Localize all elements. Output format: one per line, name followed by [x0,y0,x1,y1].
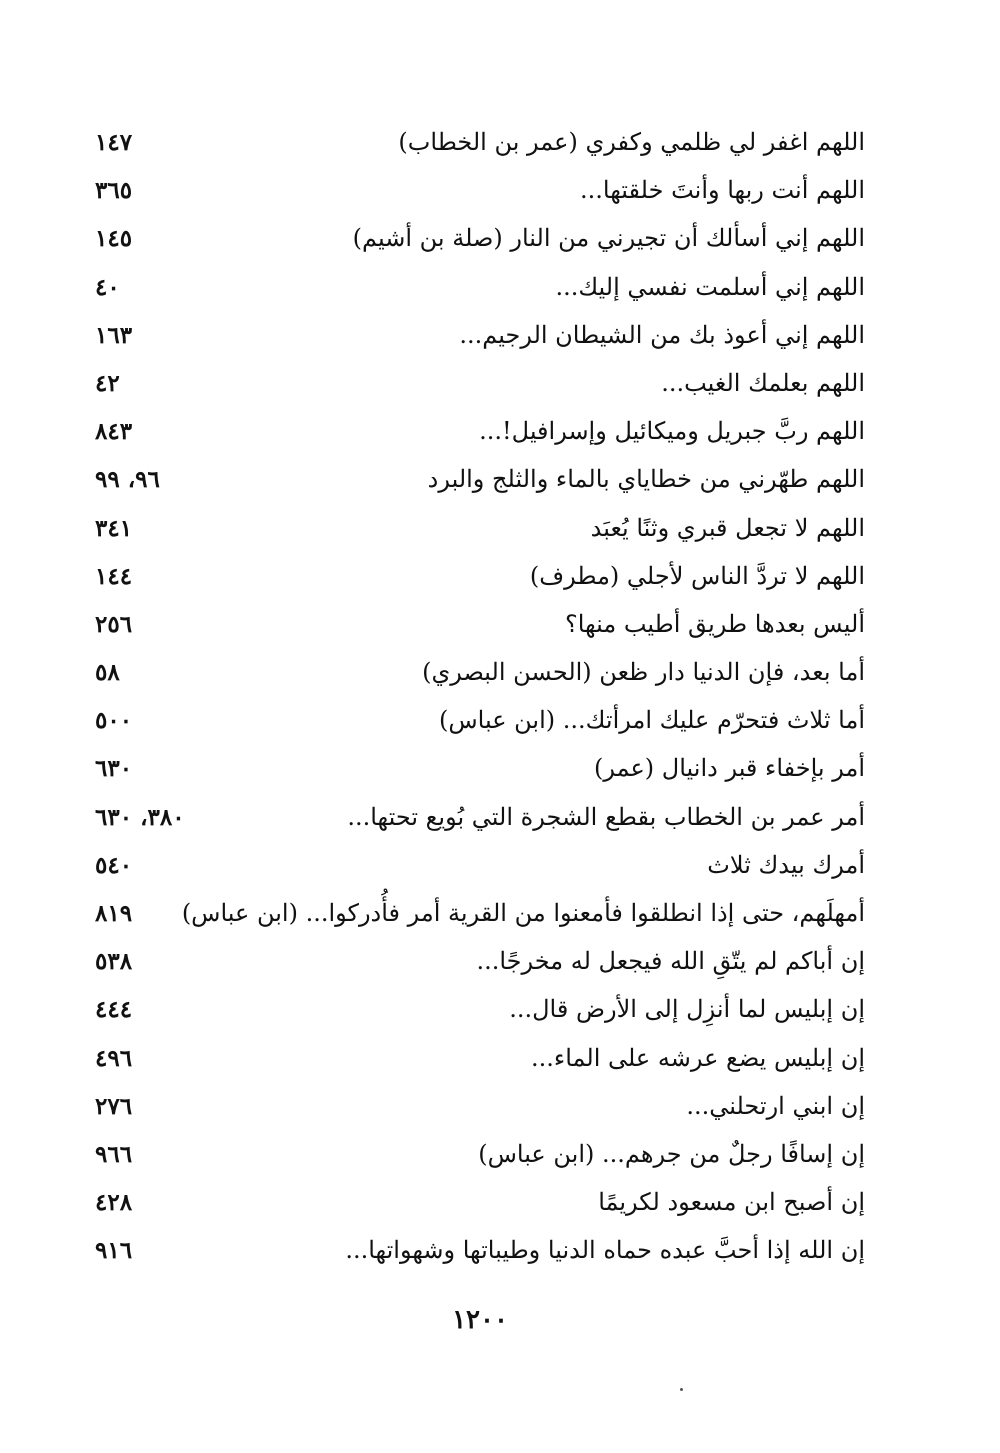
entry-page-reference: ١٦٣ [95,321,133,349]
entry-text: أمر بإخفاء قبر دانيال (عمر) [594,754,865,783]
entry-page-reference: ٩٦٦ [95,1140,133,1168]
entry-page-reference: ٩١٦ [95,1237,133,1265]
entry-page-reference: ٥٠٠ [95,707,133,735]
index-entry [95,1082,865,1130]
index-entry [95,407,865,455]
entry-page-reference: ٣٨٠، ٦٣٠ [95,803,185,831]
index-entry [95,455,865,503]
entry-text: إن الله إذا أحبَّ عبده حماه الدنيا وطيباتها وشهواتها... [345,1236,865,1265]
index-entry [95,889,865,937]
index-entry [95,504,865,552]
entry-text: اللهم أنت ربها وأنتَ خلقتها... [580,176,865,205]
entry-text: إن أصبح ابن مسعود لكريمًا [598,1188,865,1217]
entry-page-reference: ٤٢٨ [95,1189,133,1217]
index-entry [95,1226,865,1274]
entry-text: إن إبليس يضع عرشه على الماء... [531,1043,865,1072]
print-speck [680,1388,683,1391]
entry-page-reference: ٥٤٠ [95,851,133,879]
entry-page-reference: ١٤٧ [95,129,133,156]
index-entry [95,937,865,985]
page-number: ١٢٠٠ [452,1305,508,1335]
entry-text: اللهم طهّرني من خطاياي بالماء والثلج والبرد [427,465,865,494]
entry-text: اللهم بعلمك الغيب... [661,368,865,397]
index-entry [95,311,865,359]
entry-page-reference: ٩٦، ٩٩ [95,466,160,494]
index-entry [95,359,865,407]
index-entry [95,263,865,311]
entry-page-reference: ٨١٩ [95,900,133,927]
entry-text: اللهم اغفر لي ظلمي وكفري (عمر بن الخطاب) [398,128,865,156]
index-entry [95,841,865,889]
entry-text: اللهم إني أسألك أن تجيرني من النار (صلة بن أشيم) [352,224,865,253]
entry-page-reference: ٣٤١ [95,514,133,542]
index-entry [95,985,865,1033]
entry-page-reference: ٢٧٦ [95,1092,133,1120]
entry-page-reference: ٨٤٣ [95,418,133,446]
index-entry [95,793,865,841]
index-entry [95,744,865,792]
index-entry [95,600,865,648]
entry-text: أما ثلاث فتحرّم عليك امرأتك... (ابن عباس) [439,706,865,735]
entry-page-reference: ٥٣٨ [95,948,133,976]
entry-text: إن أباكم لم يتّقِ الله فيجعل له مخرجًا... [476,947,865,976]
entry-page-reference: ٤٢ [95,369,120,397]
entry-text: اللهم إني أعوذ بك من الشيطان الرجيم... [459,320,865,349]
entry-page-reference: ١٤٤ [95,562,133,590]
entry-text: إن إبليس لما أنزِل إلى الأرض قال... [509,995,865,1024]
index-entry [95,166,865,214]
entry-text: اللهم إني أسلمت نفسي إليك... [555,272,865,301]
entry-text: اللهم لا تجعل قبري وثنًا يُعبَد [590,513,865,542]
index-entry [95,552,865,600]
entry-text: اللهم ربَّ جبريل وميكائيل وإسرافيل!... [479,417,865,446]
entry-page-reference: ٤٩٦ [95,1044,133,1072]
entry-text: أليس بعدها طريق أطيب منها؟ [565,609,865,638]
entry-page-reference: ٥٨ [95,659,120,687]
index-entry [95,648,865,696]
entry-text: اللهم لا تردَّ الناس لأجلي (مطرف) [529,561,865,590]
entry-page-reference: ٤٤٤ [95,996,133,1024]
index-list [95,118,865,1275]
index-entry [95,696,865,744]
entry-text: إن ابني ارتحلني... [686,1091,865,1120]
entry-text: أمرك بيدك ثلاث [707,850,865,879]
entry-text: أمر عمر بن الخطاب بقطع الشجرة التي بُويع تحتها... [347,802,865,831]
index-entry [95,1178,865,1226]
entry-text: أما بعد، فإن الدنيا دار ظعن (الحسن البصري) [422,658,865,687]
index-entry [95,1034,865,1082]
entry-page-reference: ١٤٥ [95,225,133,253]
entry-page-reference: ٢٥٦ [95,610,133,638]
entry-page-reference: ٤٠ [95,273,120,301]
index-entry [95,1130,865,1178]
entry-page-reference: ٦٣٠ [95,755,133,783]
entry-page-reference: ٣٦٥ [95,177,133,205]
entry-text: إن إسافًا رجلٌ من جرهم... (ابن عباس) [478,1139,865,1168]
entry-text: أمهلَهم، حتى إذا انطلقوا فأمعنوا من القرية أمر فأُدركوا... (ابن عباس) [181,899,865,927]
index-entry [95,118,865,166]
index-entry [95,214,865,262]
